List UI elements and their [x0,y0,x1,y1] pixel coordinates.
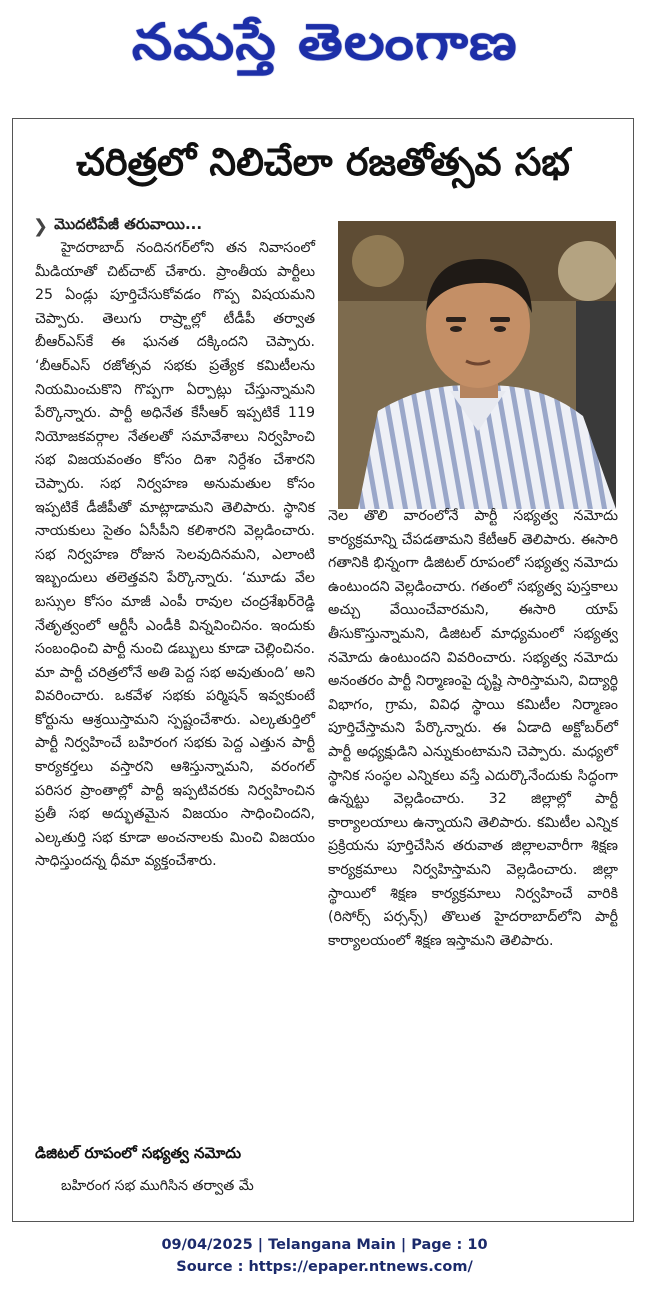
chevron-right-icon: ❯ [33,215,49,237]
article-subheading: డిజిటల్ రూపంలో సభ్యత్వ నమోదు [35,1144,242,1162]
masthead [0,0,649,96]
portrait-photo [338,221,616,509]
article-photo [338,221,616,509]
article-body-left-continued [35,1175,315,1199]
continued-marker [33,215,202,237]
article-clipping [12,118,634,1222]
article-body-left [35,237,315,874]
body-paragraph: నెల తొలి వారంలోనే పార్టీ సభ్యత్వ నమోదు కార్యక్రమాన్ని చేపడతామని కేటీఆర్ తెలిపారు. ఈసారి గతానికి భిన్నంగా డిజిటల్ రూపంలో సభ్యత్వ నమోదు ఉంటుందని వెల్లడించారు. గతంలో సభ్యత్వ పుస్తకాలు అచ్చు వేయించేవారమని, ఈసారి యాప్ తీసుకొస్తున్నామని, డిజిటల్ మాధ్యమంలో సభ్యత్వ నమోదు ఉంటుందని వివరించారు. సభ్యత్వ నమోదు అనంతరం పార్టీ నిర్మాణంపై దృష్టి సారిస్తామని, విద్యార్థి విభాగం, గ్రామ, వివిధ స్థాయి కమిటీల నిర్మాణం పూర్తిచేస్తామని పేర్కొన్నారు. ఈ ఏడాది అక్టోబర్‌లో పార్టీ అధ్యక్షుడిని ఎన్నుకుంటామని చెప్పారు. మధ్యలో స్థానిక సంస్థల ఎన్నికలు వస్తే ఎదుర్కొనేందుకు సిద్ధంగా ఉన్నట్టు వెల్లడించారు. 32 జిల్లాల్లో పార్టీ కార్యాలయాలు ఉన్నాయని తెలిపారు. కమిటీల ఎన్నిక ప్రక్రియను పూర్తిచేసిన తరువాత జిల్లాలవారీగా శిక్షణ కార్యక్రమాలు నిర్వహిస్తామని వెల్లడించారు. జిల్లా స్థాయిలో శిక్షణ కార్యక్రమాలు నిర్వహించే వారికి (రిసోర్స్ పర్సన్స్) తొలుత హైదరాబాద్‌లోని పార్టీ కార్యాలయంలో శిక్షణ ఇస్తామని తెలిపారు. [328,508,618,949]
edition-info: 09/04/2025 | Telangana Main | Page : 10 [161,1237,488,1253]
body-paragraph: హైదరాబాద్ నందినగర్‌లోని తన నివాసంలో మీడియాతో చిట్‌చాట్ చేశారు. ప్రాంతీయ పార్టీలు 25 ఏండ్లు పూర్తిచేసుకోవడం గొప్ప విషయమని చెప్పారు. తెలుగు రాష్ర్టాల్లో టీడీపీ తర్వాత బీఆర్‌ఎస్‌కే ఈ ఘనత దక్కిందని చెప్పారు. ‘బీఆర్‌ఎస్ రజోత్సవ సభకు ప్రత్యేక కమిటీలను నియమించుకొని గొప్పగా ఏర్పాట్లు చేస్తున్నామని పేర్కొన్నారు. పార్టీ అధినేత కేసీఆర్ ఇప్పటికే 119 నియోజకవర్గాల నేతలతో సమావేశాలు నిర్వహించి సభ విజయవంతం కోసం దిశా నిర్దేశం చేశారని చెప్పారు. సభ నిర్వహణ అనుమతుల కోసం ఇప్పటికే డీజీపీతో మాట్లాడామని తెలిపారు. స్థానిక నాయకులు సైతం ఏసీపీని కలిశారని వెల్లడించారు. సభ నిర్వహణ రోజున సెలవుదినమని, ఎలాంటి ఇబ్బందులు తలెత్తవని పేర్కొన్నారు. ‘మూడు వేల బస్సుల కోసం మాజీ ఎంపీ రావుల చంద్రశేఖర్‌రెడ్డి నేతృత్వంలో ఆర్టీసీ ఎండీకి విన్నవించినం. ఇందుకు సంబంధించి పార్టీ నుంచి డబ్బులు కూడా చెల్లించినం. మా పార్టీ చరిత్రలోనే అతి పెద్ద సభ అవుతుంది’ అని వివరించారు. ఒకవేళ సభకు పర్మిషన్ ఇవ్వకుంటే కోర్టును ఆశ్రయిస్తామని స్పష్టంచేశారు. ఎల్కతుర్తిలో పార్టీ నిర్వహించే బహిరంగ సభకు పెద్ద ఎత్తున పార్టీ కార్యకర్తలు వస్తారని ఆశిస్తున్నామని, వరంగల్ పరిసర ప్రాంతాల్లో పార్టీ ఇప్పటివరకు నిర్వహించిన ప్రతీ సభ అద్భుతమైన విజయం సాధించిందని, ఎల్కతుర్తి సభ కూడా అంచనాలకు మించి విజయం సాధిస్తుందన్న ధీమా వ్యక్తంచేశారు. [35,240,316,870]
source-link[interactable]: Source : https://epaper.ntnews.com/ [176,1259,473,1275]
article-body-right [328,505,618,953]
newspaper-logo: నమస్తే తెలంగాణ [131,12,518,71]
article-headline: చరిత్రలో నిలిచేలా రజతోత్సవ సభ [76,140,570,184]
page-footer [0,1234,649,1278]
continued-label: మొదటిపేజీ తరువాయి... [54,215,203,233]
body-paragraph: బహిరంగ సభ ముగిసిన తర్వాత మే [61,1178,254,1194]
